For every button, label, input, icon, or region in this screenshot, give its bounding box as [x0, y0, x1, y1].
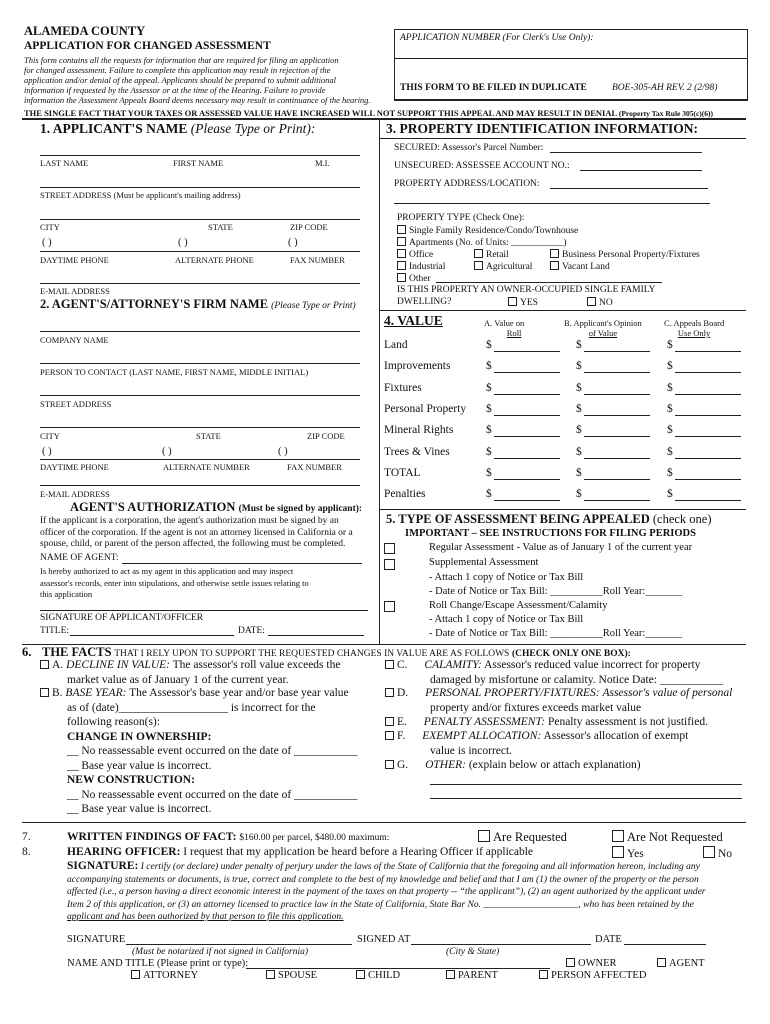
col-c-header: C. Appeals Board Use Only: [664, 318, 725, 338]
signature-label: SIGNATURE: [67, 934, 126, 945]
signature-applicant-label: SIGNATURE OF APPLICANT/OFFICER: [40, 613, 204, 623]
application-number-label: APPLICATION NUMBER (For Clerk's Use Only):: [400, 33, 594, 43]
checkbox[interactable]: [612, 846, 624, 858]
daytime-phone-area: ( ): [42, 237, 52, 248]
value-entry-line: [494, 479, 560, 480]
appeals-board-field[interactable]: $: [667, 424, 673, 436]
fax-area: ( ): [288, 237, 298, 248]
value-row-label: Mineral Rights: [384, 424, 454, 436]
checkbox[interactable]: [397, 237, 406, 246]
checkbox[interactable]: [397, 261, 406, 270]
value-entry-line: [675, 415, 741, 416]
fact-f-checkbox[interactable]: [385, 731, 394, 740]
roll-change-date-notice: - Date of Notice or Tax Bill: __________Roll Year:_______: [429, 628, 683, 639]
street-address-label: STREET ADDRESS (Must be applicant's mailing address): [40, 190, 241, 200]
owner-occupied-question: IS THIS PROPERTY AN OWNER-OCCUPIED SINGLE FAMILY: [397, 285, 656, 295]
unsecured-account-label: UNSECURED: ASSESSEE ACCOUNT NO.:: [394, 161, 570, 171]
value-on-roll-field[interactable]: $: [486, 360, 492, 372]
appeals-board-field[interactable]: $: [667, 467, 673, 479]
intro-text: This form contains all the requests for information that are required for filing an application for changed assessment. Failure to complete this application may result in rejection of the application and/or denial of the appeal. Applicants should be prepared to submit additional information if requested by the Assessor or at the time of the Hearing. Failure to provide information the Assessment Appeals Board deems necessary may result in continuance of the hearing.: [24, 55, 371, 105]
value-row-label: Improvements: [384, 360, 451, 372]
apartments-option[interactable]: Apartments (No. of Units: ___________): [397, 237, 567, 248]
checkbox[interactable]: [478, 830, 490, 842]
industrial-option[interactable]: Industrial: [397, 261, 445, 272]
sfr-option[interactable]: Single Family Residence/Condo/Townhouse: [397, 225, 578, 236]
value-entry-line: [494, 415, 560, 416]
secured-parcel-label: SECURED: Assessor's Parcel Number:: [394, 143, 544, 153]
mi-label: M.I.: [315, 158, 330, 168]
appeals-board-field[interactable]: $: [667, 339, 673, 351]
fact-c: C. CALAMITY: Assessor's reduced value incorrect for property damaged by misfortune or calamity. Notice Date: ___________: [385, 658, 723, 687]
checkbox[interactable]: [550, 261, 559, 270]
other-option[interactable]: Other: [397, 273, 431, 284]
roll-change-label: Roll Change/Escape Assessment/Calamity: [429, 600, 608, 611]
agent-alt-area: ( ): [162, 446, 172, 457]
agent-authorization-heading: AGENT'S AUTHORIZATION (Must be signed by applicant):: [70, 500, 363, 514]
hearing-no[interactable]: No: [703, 846, 732, 860]
value-row-label: Penalties: [384, 488, 426, 500]
fact-d: D. PERSONAL PROPERTY/FIXTURES: Assessor's value of personal property and/or fixtures exceeds market value: [385, 686, 732, 715]
findings-number: 7.: [22, 831, 31, 843]
agent-zip-label: ZIP CODE: [307, 431, 345, 441]
fact-e-checkbox[interactable]: [385, 717, 394, 726]
agent-email-label: E-MAIL ADDRESS: [40, 489, 110, 499]
person-affected-option[interactable]: PERSON AFFECTED: [539, 970, 646, 981]
fact-e: E. PENALTY ASSESSMENT: Penalty assessment is not justified.: [385, 715, 708, 730]
fact-f: F. EXEMPT ALLOCATION: Assessor's allocation of exempt value is incorrect.: [385, 729, 688, 758]
value-on-roll-field[interactable]: $: [486, 446, 492, 458]
owner-occupied-question-2: DWELLING?: [397, 297, 452, 307]
auth-date-label: DATE:: [238, 626, 265, 636]
value-on-roll-field[interactable]: $: [486, 339, 492, 351]
fact-a: A. DECLINE IN VALUE: The assessor's roll value exceeds the market value as of January 1 of the current year.: [40, 658, 340, 687]
roll-change-checkbox[interactable]: [384, 601, 395, 612]
first-name-label: FIRST NAME: [173, 158, 224, 168]
agent-firm-heading: 2. AGENT'S/ATTORNEY'S FIRM NAME (Please Type or Print): [40, 297, 356, 311]
fact-b-checkbox[interactable]: [40, 688, 49, 697]
value-entry-line: [584, 500, 650, 501]
name-title-label: NAME AND TITLE (Please print or type):: [67, 958, 249, 969]
county-name: ALAMEDA COUNTY: [24, 24, 146, 38]
vacant-land-option[interactable]: Vacant Land: [550, 261, 610, 272]
value-heading: 4. VALUE: [384, 313, 443, 328]
agent-daytime-phone-label: DAYTIME PHONE: [40, 462, 109, 472]
agricultural-option[interactable]: Agricultural: [474, 261, 532, 272]
agent-phone-area: ( ): [42, 446, 52, 457]
value-entry-line: [675, 394, 741, 395]
retail-option[interactable]: Retail: [474, 249, 509, 260]
hearing-row: HEARING OFFICER: I request that my application be heard before a Hearing Officer if applicable: [67, 846, 534, 858]
value-on-roll-field[interactable]: $: [486, 382, 492, 394]
fact-d-checkbox[interactable]: [385, 688, 394, 697]
certification-text: SIGNATURE: I certify (or declare) under penalty of perjury under the laws of the State of California that the foregoing and all information hereon, including any accompanying statements or documents, is true, correct and complete to the best of my knowledge and belief and that I am (1) the owner of the property or the person affected (i.e., a person having a direct economic interest in the payment of the taxes on that property -- “the applicant”), (2) an agent authorized by the applicant under Item 2 of this application, or (3) an attorney licensed to practice law in the State of California, State Bar No. ____________________, who has been retained by the applicant and has been authorized by that person to file this application.: [67, 860, 706, 922]
applicant-opinion-field[interactable]: $: [576, 382, 582, 394]
regular-assessment-checkbox[interactable]: [384, 543, 395, 554]
value-on-roll-field[interactable]: $: [486, 403, 492, 415]
facts-heading: 6. THE FACTS THAT I RELY UPON TO SUPPORT THE REQUESTED CHANGES IN VALUE ARE AS FOLLOWS (CHECK ONLY ONE BOX):: [22, 645, 631, 659]
property-location-label: PROPERTY ADDRESS/LOCATION:: [394, 179, 540, 189]
form-code: BOE-305-AH REV. 2 (2/98): [612, 83, 718, 93]
applicant-opinion-field[interactable]: $: [576, 446, 582, 458]
checkbox[interactable]: [657, 958, 666, 967]
title-label: TITLE:: [40, 626, 70, 636]
agent-street-label: STREET ADDRESS: [40, 399, 112, 409]
applicant-opinion-field[interactable]: $: [576, 403, 582, 415]
single-fact-warning: THE SINGLE FACT THAT YOUR TAXES OR ASSESSED VALUE HAVE INCREASED WILL NOT SUPPORT THIS APPEAL AND MAY RESULT IN DENIAL (Property Tax Rule 305(c)(6)): [24, 108, 714, 118]
supplemental-assessment-checkbox[interactable]: [384, 559, 395, 570]
office-option[interactable]: Office: [397, 249, 433, 260]
fact-b: B. BASE YEAR: The Assessor's base year and/or base year value as of (date)___________________ is incorrect for the following reason(s): CHANGE IN OWNERSHIP: __ No reassessable event occurred on the date of ___________ __ Base year value is incorrect. NEW CONSTRUCTION: __ No reassessable event occurred on the date of ___________ __ Base year value is incorrect.: [40, 686, 357, 817]
property-type-label: PROPERTY TYPE (Check One):: [397, 213, 525, 223]
last-name-label: LAST NAME: [40, 158, 89, 168]
fact-a-checkbox[interactable]: [40, 660, 49, 669]
roll-change-attach-note: - Attach 1 copy of Notice or Tax Bill: [429, 614, 584, 625]
value-entry-line: [675, 500, 741, 501]
owner-occupied-yes[interactable]: YES: [508, 297, 538, 308]
checkbox[interactable]: [703, 846, 715, 858]
value-row-label: Trees & Vines: [384, 446, 450, 458]
appeals-board-field[interactable]: $: [667, 488, 673, 500]
daytime-phone-label: DAYTIME PHONE: [40, 255, 109, 265]
important-note: IMPORTANT – SEE INSTRUCTIONS FOR FILING PERIODS: [405, 528, 696, 539]
value-row-label: TOTAL: [384, 467, 421, 479]
fact-g-checkbox[interactable]: [385, 760, 394, 769]
value-entry-line: [494, 436, 560, 437]
appeals-board-field[interactable]: $: [667, 382, 673, 394]
agent-fax-area: ( ): [278, 446, 288, 457]
value-entry-line: [584, 415, 650, 416]
fax-label: FAX NUMBER: [290, 255, 345, 265]
zip-label: ZIP CODE: [290, 222, 328, 232]
form-title: APPLICATION FOR CHANGED ASSESSMENT: [24, 40, 271, 52]
owner-option[interactable]: OWNER: [566, 958, 617, 969]
spouse-option[interactable]: SPOUSE: [266, 970, 317, 981]
parent-option[interactable]: PARENT: [446, 970, 498, 981]
value-entry-line: [675, 351, 741, 352]
applicant-opinion-field[interactable]: $: [576, 424, 582, 436]
email-label: E-MAIL ADDRESS: [40, 286, 110, 296]
company-name-label: COMPANY NAME: [40, 335, 109, 345]
child-option[interactable]: CHILD: [356, 970, 400, 981]
checkbox[interactable]: [397, 273, 406, 282]
supplemental-attach-note: - Attach 1 copy of Notice or Tax Bill: [429, 572, 584, 583]
applicant-name-heading: 1. APPLICANT'S NAME (Please Type or Print):: [40, 121, 316, 136]
value-entry-line: [675, 458, 741, 459]
city-state-note: (City & State): [446, 947, 500, 957]
value-entry-line: [675, 479, 741, 480]
value-row-label: Personal Property: [384, 403, 467, 415]
findings-requested[interactable]: Are Requested: [478, 830, 567, 845]
notarized-note: (Must be notarized if not signed in California): [132, 947, 309, 957]
signed-at-label: SIGNED AT: [357, 934, 411, 945]
name-of-agent-label: NAME OF AGENT:: [40, 553, 119, 563]
agent-fax-label: FAX NUMBER: [287, 462, 342, 472]
authorization-instructions: If the applicant is a corporation, the agent's authorization must be signed by an officer of the corporation. If the agent is not an attorney licensed in California or a spouse, child, or parent of the person affected, the following must be completed.: [40, 516, 353, 549]
appeals-board-field[interactable]: $: [667, 403, 673, 415]
agent-option[interactable]: AGENT: [657, 958, 705, 969]
owner-occupied-no[interactable]: NO: [587, 297, 613, 308]
agent-city-label: CITY: [40, 431, 60, 441]
authorization-statement: Is hereby authorized to act as my agent in this application and may inspect assessor's records, enter into stipulations, and otherwise settle issues relating to this application: [40, 566, 309, 599]
value-on-roll-field[interactable]: $: [486, 467, 492, 479]
hearing-number: 8.: [22, 846, 31, 858]
checkbox[interactable]: [587, 297, 596, 306]
agent-alternate-number-label: ALTERNATE NUMBER: [163, 462, 250, 472]
value-entry-line: [494, 458, 560, 459]
findings-not-requested[interactable]: Are Not Requested: [612, 830, 723, 845]
checkbox[interactable]: [446, 970, 455, 979]
findings-row: WRITTEN FINDINGS OF FACT: $160.00 per parcel, $480.00 maximum:: [67, 831, 390, 843]
value-row-label: Fixtures: [384, 382, 422, 394]
value-entry-line: [584, 351, 650, 352]
signature-date-label: DATE: [595, 934, 622, 945]
value-entry-line: [584, 479, 650, 480]
attorney-option[interactable]: ATTORNEY: [131, 970, 198, 981]
supplemental-date-notice: - Date of Notice or Tax Bill: __________Roll Year:_______: [429, 586, 683, 597]
alternate-phone-area: ( ): [178, 237, 188, 248]
duplicate-note: THIS FORM TO BE FILED IN DUPLICATE: [400, 83, 587, 93]
checkbox[interactable]: [397, 225, 406, 234]
value-entry-line: [494, 394, 560, 395]
value-row-label: Land: [384, 339, 408, 351]
appeals-board-field[interactable]: $: [667, 360, 673, 372]
city-label: CITY: [40, 222, 60, 232]
value-entry-line: [494, 351, 560, 352]
checkbox[interactable]: [566, 958, 575, 967]
value-on-roll-field[interactable]: $: [486, 424, 492, 436]
applicant-opinion-field[interactable]: $: [576, 488, 582, 500]
hearing-yes[interactable]: Yes: [612, 846, 644, 860]
applicant-opinion-field[interactable]: $: [576, 467, 582, 479]
checkbox[interactable]: [356, 970, 365, 979]
value-on-roll-field[interactable]: $: [486, 488, 492, 500]
checkbox[interactable]: [474, 261, 483, 270]
assessment-type-heading: 5. TYPE OF ASSESSMENT BEING APPEALED (check one): [386, 512, 712, 526]
checkbox[interactable]: [131, 970, 140, 979]
checkbox[interactable]: [539, 970, 548, 979]
value-entry-line: [675, 436, 741, 437]
value-entry-line: [584, 436, 650, 437]
property-identification-heading: 3. PROPERTY IDENTIFICATION INFORMATION:: [386, 121, 699, 136]
checkbox[interactable]: [508, 297, 517, 306]
value-entry-line: [494, 500, 560, 501]
checkbox[interactable]: [550, 249, 559, 258]
col-b-header: B. Applicant's Opinion of Value: [564, 318, 642, 338]
bpp-option[interactable]: Business Personal Property/Fixtures: [550, 249, 700, 260]
regular-assessment-label: Regular Assessment - Value as of January 1 of the current year: [429, 542, 693, 553]
fact-c-checkbox[interactable]: [385, 660, 394, 669]
state-label: STATE: [208, 222, 233, 232]
contact-person-label: PERSON TO CONTACT (LAST NAME, FIRST NAME, MIDDLE INITIAL): [40, 367, 309, 377]
appeals-board-field[interactable]: $: [667, 446, 673, 458]
checkbox[interactable]: [474, 249, 483, 258]
checkbox[interactable]: [612, 830, 624, 842]
value-entry-line: [494, 372, 560, 373]
alternate-phone-label: ALTERNATE PHONE: [175, 255, 254, 265]
agent-state-label: STATE: [196, 431, 221, 441]
checkbox[interactable]: [397, 249, 406, 258]
applicant-opinion-field[interactable]: $: [576, 360, 582, 372]
value-entry-line: [584, 394, 650, 395]
supplemental-assessment-label: Supplemental Assessment: [429, 557, 539, 568]
col-a-header: A. Value on Roll: [484, 318, 525, 338]
value-entry-line: [675, 372, 741, 373]
value-entry-line: [584, 372, 650, 373]
fact-g: G. OTHER: (explain below or attach explanation): [385, 758, 641, 773]
applicant-opinion-field[interactable]: $: [576, 339, 582, 351]
checkbox[interactable]: [266, 970, 275, 979]
value-entry-line: [584, 458, 650, 459]
